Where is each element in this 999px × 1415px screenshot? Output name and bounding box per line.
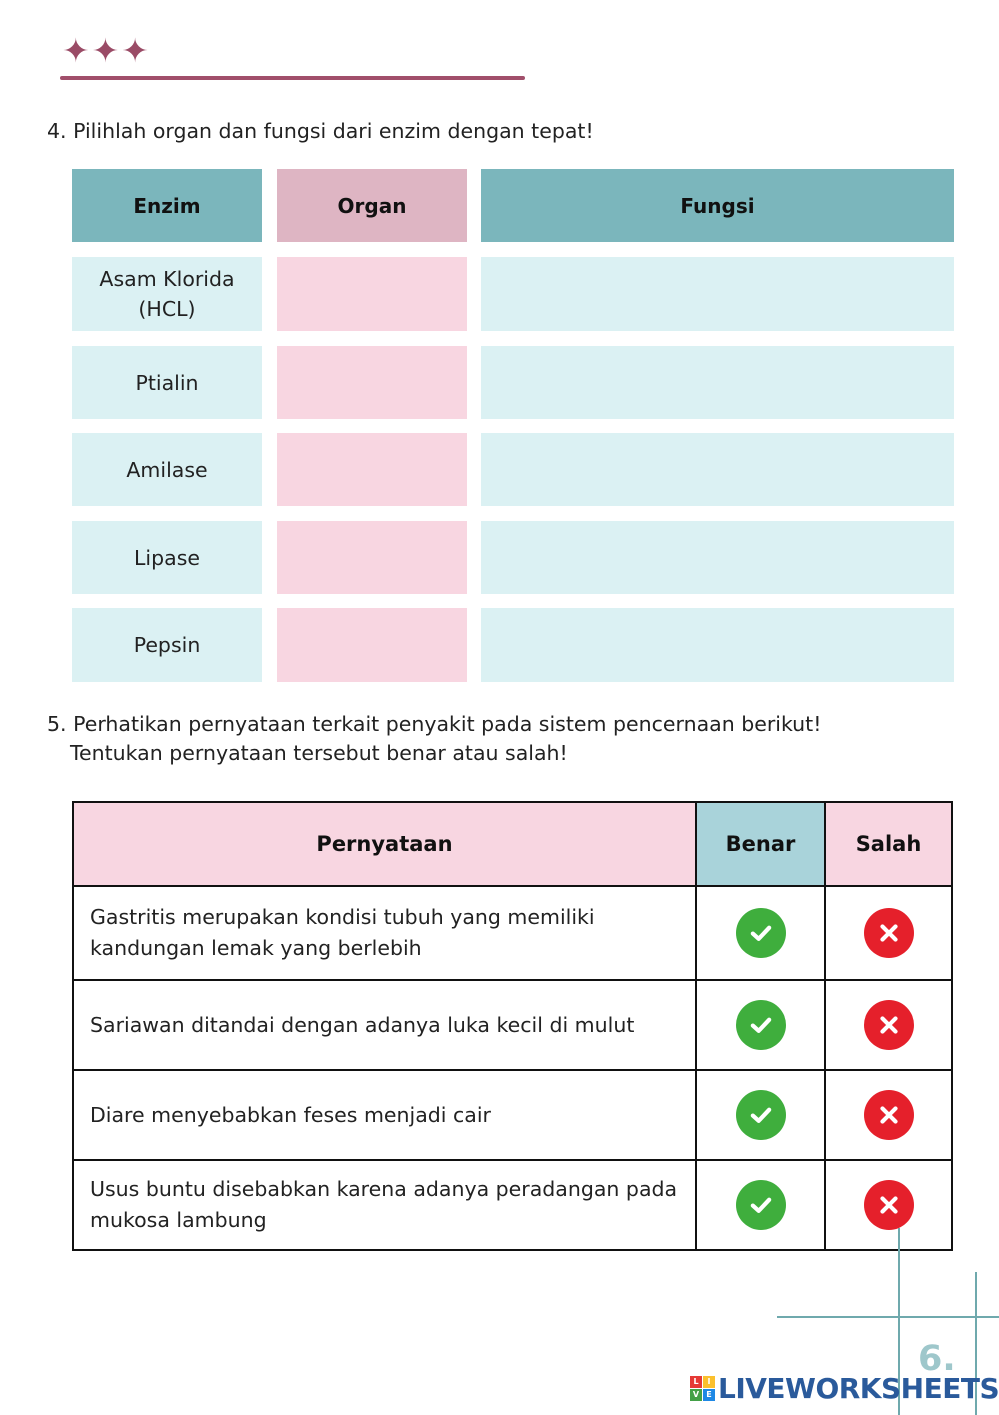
check-icon[interactable] (736, 1090, 786, 1140)
statement-text: Usus buntu disebabkan karena adanya peradangan pada mukosa lambung (73, 1160, 696, 1250)
column-header-organ: Organ (277, 169, 467, 242)
cross-icon[interactable] (864, 908, 914, 958)
decorative-stars: ✦✦✦ (62, 31, 151, 70)
organ-answer-field[interactable] (277, 346, 467, 419)
column-header-benar: Benar (696, 802, 825, 886)
column-header-enzim: Enzim (72, 169, 262, 242)
question-4-prompt: 4. Pilihlah organ dan fungsi dari enzim dengan tepat! (47, 119, 594, 143)
statement-text: Gastritis merupakan kondisi tubuh yang memiliki kandungan lemak yang berlebih (73, 886, 696, 980)
function-answer-field[interactable] (481, 608, 954, 682)
enzyme-name-amilase: Amilase (72, 433, 262, 506)
table-row (73, 1160, 952, 1250)
function-answer-field[interactable] (481, 346, 954, 419)
table-row (73, 1070, 952, 1160)
enzyme-name-lipase: Lipase (72, 521, 262, 594)
column-header-fungsi: Fungsi (481, 169, 954, 242)
column-header-salah: Salah (825, 802, 952, 886)
enzyme-name-pepsin: Pepsin (72, 608, 262, 682)
cross-icon[interactable] (864, 1000, 914, 1050)
function-answer-field[interactable] (481, 257, 954, 331)
column-header-pernyataan: Pernyataan (73, 802, 696, 886)
organ-answer-field[interactable] (277, 433, 467, 506)
liveworksheets-watermark (690, 1372, 999, 1405)
liveworksheets-logo-icon: L I V E (690, 1376, 715, 1401)
check-icon[interactable] (736, 1180, 786, 1230)
cross-icon[interactable] (864, 1090, 914, 1140)
question-5-prompt (47, 710, 821, 768)
table-row (73, 886, 952, 980)
decorative-line (777, 1316, 999, 1318)
function-answer-field[interactable] (481, 521, 954, 594)
question-5-line-1: 5. Perhatikan pernyataan terkait penyakit pada sistem pencernaan berikut! (47, 712, 822, 736)
enzyme-name-hcl: Asam Klorida (HCL) (72, 257, 262, 331)
cross-icon[interactable] (864, 1180, 914, 1230)
organ-answer-field[interactable] (277, 608, 467, 682)
check-icon[interactable] (736, 1000, 786, 1050)
organ-answer-field[interactable] (277, 257, 467, 331)
question-5-line-2: Tentukan pernyataan tersebut benar atau salah! (70, 741, 568, 765)
table-header-row (73, 802, 952, 886)
enzyme-name-ptialin: Ptialin (72, 346, 262, 419)
liveworksheets-brand-text: LIVEWORKSHEETS (718, 1372, 999, 1405)
check-icon[interactable] (736, 908, 786, 958)
function-answer-field[interactable] (481, 433, 954, 506)
page-number: 6. (918, 1339, 956, 1379)
table-row (73, 980, 952, 1070)
header-divider (60, 76, 525, 80)
true-false-table (72, 801, 953, 1251)
statement-text: Sariawan ditandai dengan adanya luka kecil di mulut (73, 980, 696, 1070)
statement-text: Diare menyebabkan feses menjadi cair (73, 1070, 696, 1160)
organ-answer-field[interactable] (277, 521, 467, 594)
